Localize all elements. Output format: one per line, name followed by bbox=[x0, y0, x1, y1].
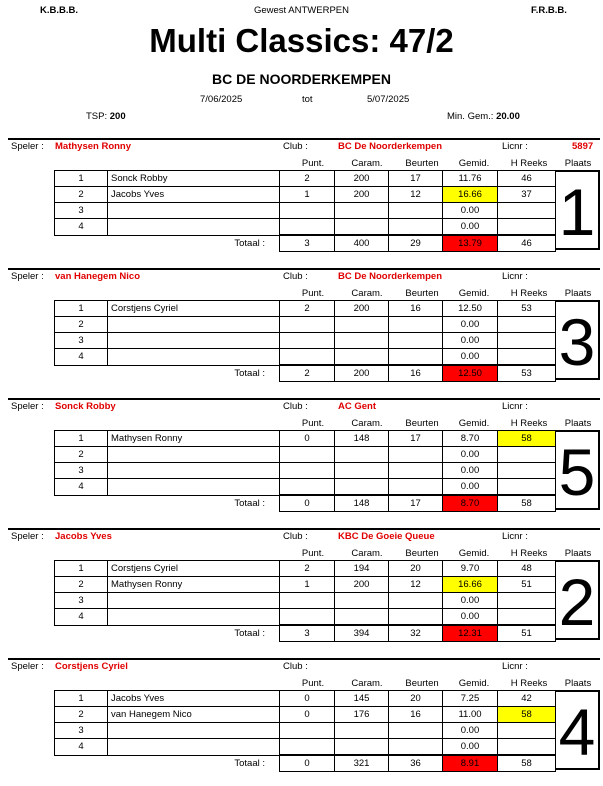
player-name: Jacobs Yves bbox=[55, 531, 112, 542]
gemid-cell: 0.00 bbox=[443, 203, 498, 219]
beurten-cell bbox=[389, 447, 443, 463]
caram-cell bbox=[335, 723, 389, 739]
caram-cell: 200 bbox=[335, 187, 389, 203]
punt-cell bbox=[280, 317, 335, 333]
player-block bbox=[8, 528, 600, 656]
gemid-cell: 0.00 bbox=[443, 463, 498, 479]
table-row bbox=[55, 431, 556, 447]
table-row bbox=[55, 723, 556, 739]
row-nr: 3 bbox=[55, 203, 108, 219]
total-hreeks: 53 bbox=[498, 365, 556, 382]
player-club: BC De Noorderkempen bbox=[338, 141, 442, 152]
hreeks-cell bbox=[498, 349, 556, 366]
punt-cell: 2 bbox=[280, 171, 335, 187]
row-nr: 2 bbox=[55, 707, 108, 723]
col-beurten: Beurten bbox=[405, 288, 439, 299]
col-gemid: Gemid. bbox=[458, 418, 490, 429]
total-caram: 394 bbox=[335, 625, 389, 642]
player-club: BC De Noorderkempen bbox=[338, 271, 442, 282]
opponent-name bbox=[108, 479, 280, 496]
results-table bbox=[54, 300, 556, 382]
caram-cell: 145 bbox=[335, 691, 389, 707]
punt-cell: 1 bbox=[280, 187, 335, 203]
hreeks-cell: 42 bbox=[498, 691, 556, 707]
col-hreeks: H Reeks bbox=[510, 158, 548, 169]
col-caram: Caram. bbox=[351, 678, 383, 689]
gemid-cell: 11.76 bbox=[443, 171, 498, 187]
hreeks-cell bbox=[498, 609, 556, 626]
beurten-cell bbox=[389, 317, 443, 333]
gemid-cell: 0.00 bbox=[443, 349, 498, 366]
hreeks-cell bbox=[498, 219, 556, 236]
total-caram: 321 bbox=[335, 755, 389, 772]
col-punt: Punt. bbox=[301, 418, 325, 429]
caram-cell: 200 bbox=[335, 577, 389, 593]
federation-right: F.R.B.B. bbox=[531, 5, 567, 16]
gemid-cell: 0.00 bbox=[443, 333, 498, 349]
hreeks-cell bbox=[498, 739, 556, 756]
total-gemid: 13.79 bbox=[443, 235, 498, 252]
organizing-club: BC DE NOORDERKEMPEN bbox=[212, 71, 391, 87]
col-hreeks: H Reeks bbox=[510, 288, 548, 299]
total-beurten: 29 bbox=[389, 235, 443, 252]
table-row bbox=[55, 317, 556, 333]
punt-cell bbox=[280, 609, 335, 626]
club-label: Club : bbox=[283, 271, 308, 282]
block-divider bbox=[8, 138, 600, 140]
beurten-cell bbox=[389, 333, 443, 349]
min-gem-value: 20.00 bbox=[496, 111, 520, 122]
opponent-name: Corstjens Cyriel bbox=[108, 561, 280, 577]
total-row bbox=[55, 235, 556, 252]
col-plaats: Plaats bbox=[564, 288, 592, 299]
player-name: Sonck Robby bbox=[55, 401, 116, 412]
beurten-cell bbox=[389, 219, 443, 236]
col-beurten: Beurten bbox=[405, 418, 439, 429]
row-nr: 4 bbox=[55, 349, 108, 366]
caram-cell bbox=[335, 739, 389, 756]
hreeks-cell: 58 bbox=[498, 707, 556, 723]
caram-cell bbox=[335, 219, 389, 236]
total-hreeks: 51 bbox=[498, 625, 556, 642]
col-beurten: Beurten bbox=[405, 158, 439, 169]
caram-cell bbox=[335, 447, 389, 463]
punt-cell bbox=[280, 447, 335, 463]
opponent-name bbox=[108, 317, 280, 333]
opponent-name: Mathysen Ronny bbox=[108, 431, 280, 447]
licnr-label: Licnr : bbox=[502, 401, 528, 412]
page-title: Multi Classics: 47/2 bbox=[149, 22, 454, 59]
player-block bbox=[8, 398, 600, 526]
hreeks-cell bbox=[498, 203, 556, 219]
caram-cell bbox=[335, 203, 389, 219]
col-plaats: Plaats bbox=[564, 548, 592, 559]
row-nr: 4 bbox=[55, 479, 108, 496]
total-gemid: 12.31 bbox=[443, 625, 498, 642]
hreeks-cell: 46 bbox=[498, 171, 556, 187]
speler-label: Speler : bbox=[11, 271, 44, 282]
caram-cell bbox=[335, 463, 389, 479]
row-nr: 3 bbox=[55, 723, 108, 739]
beurten-cell: 16 bbox=[389, 707, 443, 723]
club-label: Club : bbox=[283, 531, 308, 542]
opponent-name bbox=[108, 463, 280, 479]
col-caram: Caram. bbox=[351, 418, 383, 429]
table-row bbox=[55, 577, 556, 593]
block-divider bbox=[8, 268, 600, 270]
beurten-cell bbox=[389, 203, 443, 219]
total-row bbox=[55, 495, 556, 512]
ranking-place: 2 bbox=[555, 560, 600, 640]
caram-cell: 194 bbox=[335, 561, 389, 577]
col-gemid: Gemid. bbox=[458, 288, 490, 299]
hreeks-cell bbox=[498, 463, 556, 479]
total-caram: 400 bbox=[335, 235, 389, 252]
table-row bbox=[55, 447, 556, 463]
caram-cell: 148 bbox=[335, 431, 389, 447]
player-name: Corstjens Cyriel bbox=[55, 661, 128, 672]
results-table bbox=[54, 560, 556, 642]
tsp-label: TSP: bbox=[86, 111, 108, 122]
opponent-name bbox=[108, 219, 280, 236]
punt-cell bbox=[280, 479, 335, 496]
col-hreeks: H Reeks bbox=[510, 678, 548, 689]
opponent-name bbox=[108, 349, 280, 366]
col-punt: Punt. bbox=[301, 548, 325, 559]
club-label: Club : bbox=[283, 661, 308, 672]
caram-cell bbox=[335, 317, 389, 333]
gemid-cell: 16.66 bbox=[443, 187, 498, 203]
col-gemid: Gemid. bbox=[458, 678, 490, 689]
total-beurten: 32 bbox=[389, 625, 443, 642]
min-gem-label: Min. Gem.: bbox=[447, 111, 494, 122]
row-nr: 3 bbox=[55, 463, 108, 479]
opponent-name: Jacobs Yves bbox=[108, 691, 280, 707]
row-nr: 4 bbox=[55, 739, 108, 756]
table-row bbox=[55, 609, 556, 626]
beurten-cell bbox=[389, 723, 443, 739]
hreeks-cell bbox=[498, 723, 556, 739]
punt-cell bbox=[280, 333, 335, 349]
col-beurten: Beurten bbox=[405, 548, 439, 559]
results-table bbox=[54, 170, 556, 252]
gemid-cell: 16.66 bbox=[443, 577, 498, 593]
total-beurten: 36 bbox=[389, 755, 443, 772]
col-gemid: Gemid. bbox=[458, 548, 490, 559]
punt-cell: 2 bbox=[280, 561, 335, 577]
col-hreeks: H Reeks bbox=[510, 548, 548, 559]
hreeks-cell bbox=[498, 317, 556, 333]
punt-cell: 1 bbox=[280, 577, 335, 593]
table-row bbox=[55, 707, 556, 723]
hreeks-cell bbox=[498, 447, 556, 463]
beurten-cell bbox=[389, 609, 443, 626]
total-punt: 3 bbox=[280, 235, 335, 252]
total-beurten: 16 bbox=[389, 365, 443, 382]
col-caram: Caram. bbox=[351, 158, 383, 169]
total-row bbox=[55, 625, 556, 642]
gemid-cell: 0.00 bbox=[443, 447, 498, 463]
totaal-label: Totaal : bbox=[234, 237, 265, 249]
tsp-value: 200 bbox=[109, 111, 126, 122]
total-row bbox=[55, 755, 556, 772]
total-punt: 3 bbox=[280, 625, 335, 642]
player-name: van Hanegem Nico bbox=[55, 271, 140, 282]
gemid-cell: 0.00 bbox=[443, 739, 498, 756]
player-block bbox=[8, 658, 600, 786]
table-row bbox=[55, 349, 556, 366]
punt-cell bbox=[280, 723, 335, 739]
club-label: Club : bbox=[283, 401, 308, 412]
gemid-cell: 8.70 bbox=[443, 431, 498, 447]
punt-cell: 0 bbox=[280, 707, 335, 723]
punt-cell bbox=[280, 203, 335, 219]
row-nr: 2 bbox=[55, 187, 108, 203]
totaal-label: Totaal : bbox=[234, 367, 265, 379]
hreeks-cell: 37 bbox=[498, 187, 556, 203]
player-club: KBC De Goeie Queue bbox=[338, 531, 435, 542]
hreeks-cell bbox=[498, 479, 556, 496]
beurten-cell bbox=[389, 593, 443, 609]
region-label: Gewest ANTWERPEN bbox=[253, 5, 350, 16]
beurten-cell bbox=[389, 349, 443, 366]
hreeks-cell: 53 bbox=[498, 301, 556, 317]
total-caram: 148 bbox=[335, 495, 389, 512]
gemid-cell: 9.70 bbox=[443, 561, 498, 577]
player-block bbox=[8, 268, 600, 396]
col-beurten: Beurten bbox=[405, 678, 439, 689]
row-nr: 1 bbox=[55, 301, 108, 317]
beurten-cell: 16 bbox=[389, 301, 443, 317]
total-gemid: 8.70 bbox=[443, 495, 498, 512]
block-divider bbox=[8, 658, 600, 660]
date-to: 5/07/2025 bbox=[367, 94, 410, 105]
row-nr: 4 bbox=[55, 609, 108, 626]
table-row bbox=[55, 463, 556, 479]
date-from: 7/06/2025 bbox=[200, 94, 243, 105]
gemid-cell: 0.00 bbox=[443, 609, 498, 626]
total-hreeks: 58 bbox=[498, 495, 556, 512]
gemid-cell: 0.00 bbox=[443, 723, 498, 739]
gemid-cell: 11.00 bbox=[443, 707, 498, 723]
beurten-cell: 12 bbox=[389, 577, 443, 593]
col-punt: Punt. bbox=[301, 158, 325, 169]
punt-cell bbox=[280, 739, 335, 756]
beurten-cell: 17 bbox=[389, 171, 443, 187]
caram-cell: 200 bbox=[335, 301, 389, 317]
total-punt: 2 bbox=[280, 365, 335, 382]
hreeks-cell: 58 bbox=[498, 431, 556, 447]
hreeks-cell bbox=[498, 593, 556, 609]
caram-cell bbox=[335, 333, 389, 349]
total-caram: 200 bbox=[335, 365, 389, 382]
total-hreeks: 58 bbox=[498, 755, 556, 772]
row-nr: 1 bbox=[55, 171, 108, 187]
beurten-cell bbox=[389, 479, 443, 496]
beurten-cell: 12 bbox=[389, 187, 443, 203]
punt-cell bbox=[280, 593, 335, 609]
beurten-cell bbox=[389, 463, 443, 479]
col-plaats: Plaats bbox=[564, 158, 592, 169]
col-caram: Caram. bbox=[351, 548, 383, 559]
hreeks-cell: 48 bbox=[498, 561, 556, 577]
speler-label: Speler : bbox=[11, 401, 44, 412]
opponent-name bbox=[108, 593, 280, 609]
total-gemid: 12.50 bbox=[443, 365, 498, 382]
opponent-name bbox=[108, 333, 280, 349]
total-gemid: 8.91 bbox=[443, 755, 498, 772]
date-tot: tot bbox=[302, 94, 313, 105]
opponent-name: Sonck Robby bbox=[108, 171, 280, 187]
ranking-place: 4 bbox=[555, 690, 600, 770]
row-nr: 2 bbox=[55, 577, 108, 593]
hreeks-cell bbox=[498, 333, 556, 349]
table-row bbox=[55, 561, 556, 577]
total-row bbox=[55, 365, 556, 382]
player-licnr: 5897 bbox=[572, 141, 594, 152]
col-punt: Punt. bbox=[301, 678, 325, 689]
table-row bbox=[55, 203, 556, 219]
results-table bbox=[54, 690, 556, 772]
punt-cell: 0 bbox=[280, 691, 335, 707]
caram-cell bbox=[335, 593, 389, 609]
beurten-cell: 20 bbox=[389, 561, 443, 577]
caram-cell: 200 bbox=[335, 171, 389, 187]
caram-cell bbox=[335, 609, 389, 626]
gemid-cell: 0.00 bbox=[443, 317, 498, 333]
table-row bbox=[55, 691, 556, 707]
opponent-name bbox=[108, 203, 280, 219]
block-divider bbox=[8, 398, 600, 400]
caram-cell: 176 bbox=[335, 707, 389, 723]
total-punt: 0 bbox=[280, 755, 335, 772]
gemid-cell: 7.25 bbox=[443, 691, 498, 707]
speler-label: Speler : bbox=[11, 531, 44, 542]
tsp bbox=[86, 111, 126, 122]
col-punt: Punt. bbox=[301, 288, 325, 299]
opponent-name: Jacobs Yves bbox=[108, 187, 280, 203]
punt-cell bbox=[280, 463, 335, 479]
opponent-name: van Hanegem Nico bbox=[108, 707, 280, 723]
opponent-name: Mathysen Ronny bbox=[108, 577, 280, 593]
gemid-cell: 0.00 bbox=[443, 479, 498, 496]
opponent-name bbox=[108, 609, 280, 626]
row-nr: 2 bbox=[55, 317, 108, 333]
col-plaats: Plaats bbox=[564, 678, 592, 689]
row-nr: 3 bbox=[55, 333, 108, 349]
player-club: AC Gent bbox=[338, 401, 376, 412]
player-block bbox=[8, 138, 600, 266]
punt-cell bbox=[280, 219, 335, 236]
row-nr: 4 bbox=[55, 219, 108, 236]
table-row bbox=[55, 301, 556, 317]
row-nr: 1 bbox=[55, 691, 108, 707]
beurten-cell: 20 bbox=[389, 691, 443, 707]
totaal-label: Totaal : bbox=[234, 757, 265, 769]
row-nr: 3 bbox=[55, 593, 108, 609]
opponent-name: Corstjens Cyriel bbox=[108, 301, 280, 317]
table-row bbox=[55, 171, 556, 187]
table-row bbox=[55, 739, 556, 756]
row-nr: 2 bbox=[55, 447, 108, 463]
gemid-cell: 12.50 bbox=[443, 301, 498, 317]
col-caram: Caram. bbox=[351, 288, 383, 299]
min-gem bbox=[447, 111, 520, 122]
licnr-label: Licnr : bbox=[502, 661, 528, 672]
punt-cell: 0 bbox=[280, 431, 335, 447]
table-row bbox=[55, 593, 556, 609]
col-hreeks: H Reeks bbox=[510, 418, 548, 429]
table-row bbox=[55, 219, 556, 236]
hreeks-cell: 51 bbox=[498, 577, 556, 593]
punt-cell bbox=[280, 349, 335, 366]
table-row bbox=[55, 479, 556, 496]
speler-label: Speler : bbox=[11, 141, 44, 152]
caram-cell bbox=[335, 479, 389, 496]
total-punt: 0 bbox=[280, 495, 335, 512]
table-row bbox=[55, 187, 556, 203]
row-nr: 1 bbox=[55, 431, 108, 447]
player-name: Mathysen Ronny bbox=[55, 141, 132, 152]
ranking-place: 5 bbox=[555, 430, 600, 510]
federation-left: K.B.B.B. bbox=[40, 5, 78, 16]
gemid-cell: 0.00 bbox=[443, 219, 498, 236]
gemid-cell: 0.00 bbox=[443, 593, 498, 609]
totaal-label: Totaal : bbox=[234, 627, 265, 639]
table-row bbox=[55, 333, 556, 349]
caram-cell bbox=[335, 349, 389, 366]
club-label: Club : bbox=[283, 141, 308, 152]
licnr-label: Licnr : bbox=[502, 531, 528, 542]
results-table bbox=[54, 430, 556, 512]
totaal-label: Totaal : bbox=[234, 497, 265, 509]
block-divider bbox=[8, 528, 600, 530]
ranking-place: 1 bbox=[555, 170, 600, 250]
opponent-name bbox=[108, 723, 280, 739]
licnr-label: Licnr : bbox=[502, 271, 528, 282]
col-gemid: Gemid. bbox=[458, 158, 490, 169]
speler-label: Speler : bbox=[11, 661, 44, 672]
opponent-name bbox=[108, 447, 280, 463]
row-nr: 1 bbox=[55, 561, 108, 577]
ranking-place: 3 bbox=[555, 300, 600, 380]
beurten-cell bbox=[389, 739, 443, 756]
total-beurten: 17 bbox=[389, 495, 443, 512]
total-hreeks: 46 bbox=[498, 235, 556, 252]
licnr-label: Licnr : bbox=[502, 141, 528, 152]
beurten-cell: 17 bbox=[389, 431, 443, 447]
opponent-name bbox=[108, 739, 280, 756]
punt-cell: 2 bbox=[280, 301, 335, 317]
col-plaats: Plaats bbox=[564, 418, 592, 429]
